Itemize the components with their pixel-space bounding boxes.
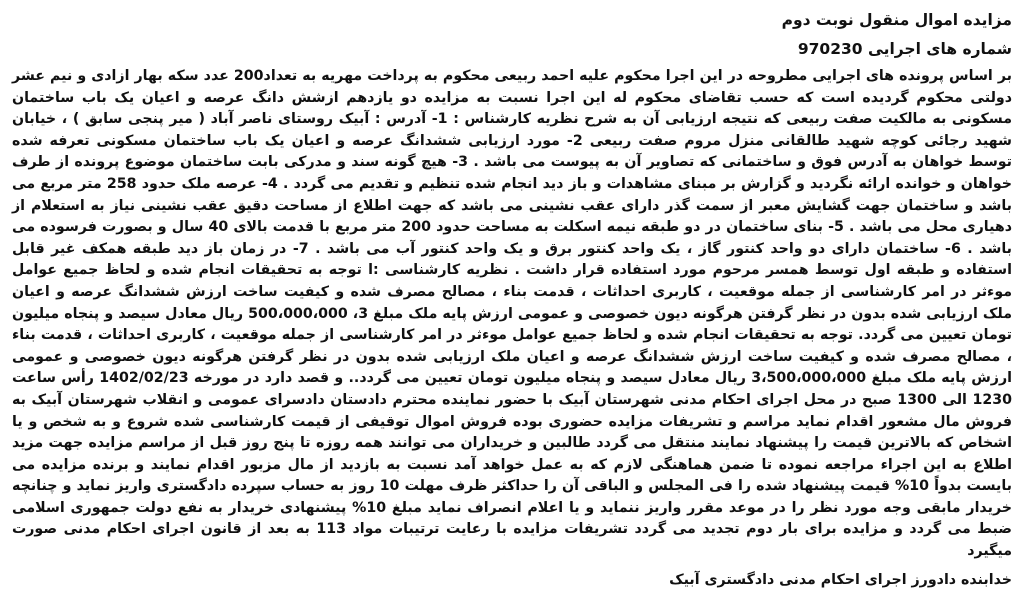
case-number: شماره های اجرایی 970230 xyxy=(797,40,1012,58)
notice-body: بر اساس پرونده های اجرایی مطروحه در این اجرا محکوم علیه احمد ربیعی محکوم به پرداخت مهریه به تعداد200 عدد سکه بهار ازادی و نیم عشر دولتی محکوم گردیده است که حسب تقاضای محکوم له این اجرا نسبت به مزایده دو یازدهم ازشش دانگ عرصه و اعیان یک باب ساختمان مسکونی به مالکیت صفت ربیعی که نتیجه ارزیابی آن به شرح نظریه کارشناس : 1- آدرس : آبیک روستای ناصر آباد ( میر پنجی سابق ) ، خیابان شهید رجائی کوچه شهید طالقانی منزل مروم صفت ربیعی 2- مورد ارزیابی ششدانگ عرصه و اعیان یک باب ساختمان مسکونی تعرفه شده توسط خواهان به آدرس فوق و ساختمانی که تصاویر آن به پیوست می باشد . 3- هیچ گونه سند و مدرکی بابت ساختمان موضوع پرونده از طرف خواهان و خوانده ارائه نگردید و گزارش بر مبنای مشاهدات و باز دید انجام شده تنظیم و تقدیم می گردد . 4- عرصه ملک حدود 258 متر مربع می باشد و ساختمان جهت گشایش معبر از سمت گذر دارای عقب نشینی می باشد که جهت اطلاع از مساحت دقیق عقب نشینی نیاز به استعلام از دهیاری محل می باشد . 5- بنای ساختمان در دو طبقه نیمه اسکلت به مساحت حدود 200 متر مربع با قدمت بالای 40 سال و بصورت فرسوده می باشد . 6- ساختمان دارای دو واحد کنتور گاز ، یک واحد کنتور برق و یک واحد کنتور آب می باشد . 7- در زمان باز دید طبقه همکف غیر قابل استفاده و طبقه اول توسط همسر مرحوم مورد استفاده قرار داشت . نظریه کارشناسی :ا توجه به تحقیقات انجام شده و لحاظ جمیع عوامل موءثر در امر کارشناسی از جمله موقعیت ، کاربری احداثات ، قدمت بناء ، مصالح مصرف شده و کیفیت ساخت ارزش ششدانگ عرصه و اعیان ملک ارزیابی شده بدون در نظر گرفتن هرگونه دیون خصوصی و عمومی ارزش پایه ملک مبلغ 3، 500،000،000 ریال معادل سیصد و پنجاه میلیون تومان تعیین می گردد. توجه به تحقیقات انجام شده و لحاظ جمیع عوامل موءثر در امر کارشناسی از جمله موقعیت ، کاربری احداثات ، قدمت بناء ، مصالح مصرف شده و کیفیت ساخت ارزش ششدانگ عرصه و اعیان ملک ارزیابی شده بدون در نظر گرفتن هرگونه دیون خصوصی و عمومی ارزش پایه ملک مبلغ 3،500،000،000 ریال معادل سیصد و پنجاه میلیون تومان تعیین می گردد.. و قصد دارد در مورخه 1402/02/23 رأس ساعت 1230 الی 1300 صبح در محل اجرای احکام مدنی شهرستان آبیک با حضور نماینده محترم دادستان دادسرای عمومی و انقلاب شهرستان آبیک به فروش مال مشعور اقدام نماید مراسم و تشریفات مزایده حضوری بوده فروش اموال توقیفی از قیمت کارشناسی شده شروع و به شخص و یا اشخاص که بالاترین قیمت را پیشنهاد نمایند منتقل می گردد طالبین و خریداران می توانند همه روزه تا پنج روز قبل از مراسم مزایده جهت مزید اطلاع به این اجراء مراجعه نموده تا ضمن هماهنگی لازم که به عمل خواهد آمد نسبت به بازدید از مال مزبور اقدام نمایند و برنده مزایده می بایست بدواً 10% قیمت پیشنهاد شده را فی المجلس و الباقی آن را حداکثر ظرف مهلت 10 روز به حساب سپرده دادگستری واریز نماید و چنانچه خریدار مابقی وجه مورد نظر را در موعد مقرر واریز ننماید و یا اعلام انصراف نماید مبلغ 10% پیشنهادی خریدار به نفع دولت جمهوری اسلامی ضبط می گردد و مزایده برای بار دوم تجدید می گردد تشریفات مزایده با رعایت ترتیبات مواد 113 به بعد از قانون اجرای احکام مدنی صورت میگیرد xyxy=(12,68,1013,560)
notice-signature: خدابنده دادورز اجرای احکام مدنی دادگستری آبیک xyxy=(669,571,1012,588)
notice-title: مزایده اموال منقول نوبت دوم xyxy=(781,11,1012,29)
